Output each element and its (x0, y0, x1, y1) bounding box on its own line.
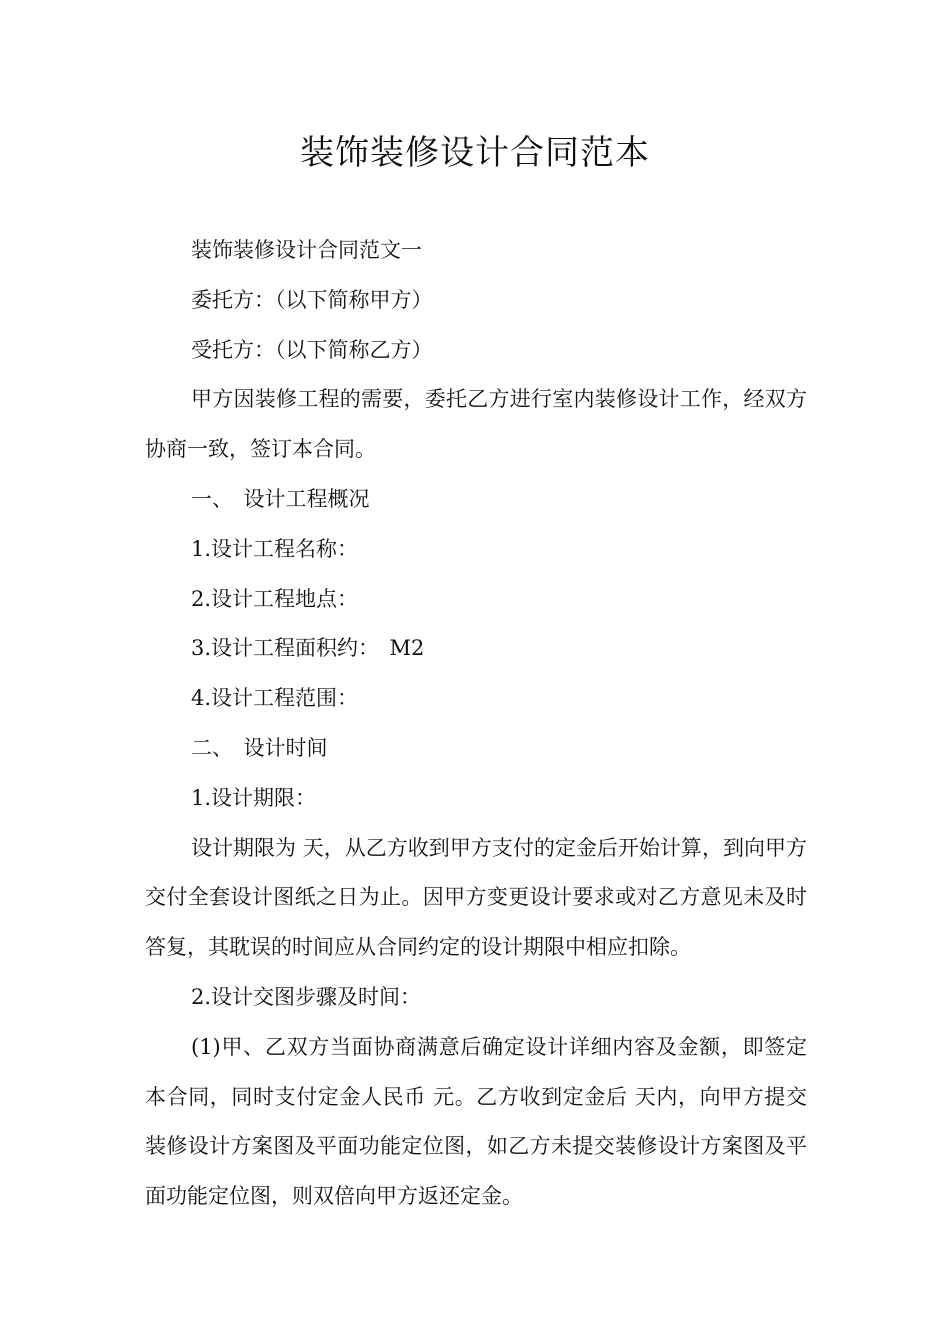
document-body (145, 226, 807, 1222)
document-title: 装饰装修设计合同范本 (300, 133, 650, 173)
paragraph-design-period-details: 设计期限为 天，从乙方收到甲方支付的定金后开始计算，到向甲方交付全套设计图纸之日为止。因甲方变更设计要求或对乙方意见未及时答复，其耽误的时间应从合同约定的设计期限中相应扣除。 (145, 835, 807, 960)
section-heading-project-overview: 一、 设计工程概况 (191, 486, 370, 511)
paragraph-delivery-step-1: (1)甲、乙双方当面协商满意后确定设计详细内容及金额，即签定本合同，同时支付定金人民币 元。乙方收到定金后 天内，向甲方提交装修设计方案图及平面功能定位图，如乙方未提交装修设计方案图及平面功能定位图，则双倍向甲方返还定金。 (145, 1034, 807, 1209)
item-delivery-steps: 2.设计交图步骤及时间： (191, 984, 422, 1009)
paragraph-contract-purpose: 甲方因装修工程的需要，委托乙方进行室内装修设计工作，经双方协商一致，签订本合同。 (145, 387, 807, 462)
item-project-area: 3.设计工程面积约： M2 (191, 636, 425, 661)
paragraph-contractor: 受托方：（以下简称乙方） (191, 337, 433, 362)
paragraph-contract-sample-heading: 装饰装修设计合同范文一 (191, 238, 422, 262)
section-heading-design-time: 二、 设计时间 (191, 735, 328, 760)
paragraph-client: 委托方：（以下简称甲方） (191, 287, 433, 312)
item-project-scope: 4.设计工程范围： (191, 686, 359, 711)
item-project-location: 2.设计工程地点： (191, 586, 359, 611)
item-project-name: 1.设计工程名称： (191, 536, 359, 561)
item-design-period: 1.设计期限： (191, 785, 317, 810)
